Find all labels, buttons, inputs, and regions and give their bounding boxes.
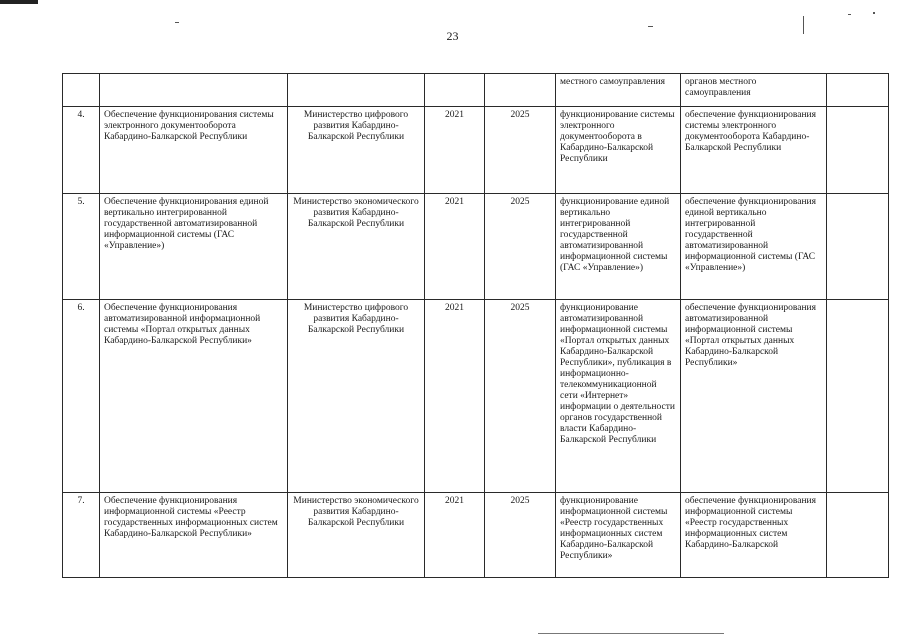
note	[827, 107, 889, 194]
start-year: 2021	[425, 493, 485, 578]
measure-title: Обеспечение функционирования информационной системы «Реестр государственных информационных систем Кабардино-Балкарской Республики»	[100, 493, 288, 578]
note	[827, 194, 889, 300]
indicator: обеспечение функционирования автоматизированной информационной системы «Портал открытых данных Кабардино-Балкарской Республики»	[681, 300, 827, 493]
note	[827, 493, 889, 578]
scan-speck	[648, 26, 653, 27]
start-year	[425, 74, 485, 107]
executor: Министерство экономического развития Кабардино-Балкарской Республики	[288, 493, 425, 578]
end-year	[485, 74, 556, 107]
start-year: 2021	[425, 194, 485, 300]
scan-speck	[175, 22, 179, 23]
table-row	[63, 74, 889, 107]
row-number: 4.	[63, 107, 100, 194]
executor	[288, 74, 425, 107]
row-number: 7.	[63, 493, 100, 578]
page-number: 23	[446, 29, 459, 43]
scan-corner-mark	[0, 0, 38, 4]
row-number: 6.	[63, 300, 100, 493]
end-year: 2025	[485, 300, 556, 493]
expected-result: функционирование информационной системы «Реестр государственных информационных систем Кабардино-Балкарской Республики»	[556, 493, 681, 578]
start-year: 2021	[425, 107, 485, 194]
plan-table	[62, 73, 889, 578]
measure-title	[100, 74, 288, 107]
scan-speck	[873, 12, 875, 14]
end-year: 2025	[485, 194, 556, 300]
end-year: 2025	[485, 107, 556, 194]
indicator: органов местного самоуправления	[681, 74, 827, 107]
executor: Министерство цифрового развития Кабардино-Балкарской Республики	[288, 300, 425, 493]
table-row	[63, 300, 889, 493]
indicator: обеспечение функционирования информационной системы «Реестр государственных информационных систем Кабардино-Балкарской	[681, 493, 827, 578]
end-year: 2025	[485, 493, 556, 578]
expected-result: функционирование единой вертикально интегрированной государственной автоматизированной информационной системы (ГАС «Управление»)	[556, 194, 681, 300]
measure-title: Обеспечение функционирования автоматизированной информационной системы «Портал открытых данных Кабардино-Балкарской Республики»	[100, 300, 288, 493]
expected-result: функционирование автоматизированной информационной системы «Портал открытых данных Кабардино-Балкарской Республики», публикация в информационно-телекоммуникационной сети «Интернет» информации о деятельности органов государственной власти Кабардино-Балкарской Республики	[556, 300, 681, 493]
expected-result: местного самоуправления	[556, 74, 681, 107]
table-row	[63, 493, 889, 578]
note	[827, 300, 889, 493]
measure-title: Обеспечение функционирования системы электронного документооборота Кабардино-Балкарской Республики	[100, 107, 288, 194]
indicator: обеспечение функционирования единой вертикально интегрированной государственной автоматизированной информационной системы (ГАС «Управление»)	[681, 194, 827, 300]
footer-rule	[538, 633, 724, 634]
scan-speck	[848, 14, 851, 15]
measure-title: Обеспечение функционирования единой вертикально интегрированной государственной автоматизированной информационной системы (ГАС «Управление»)	[100, 194, 288, 300]
expected-result: функционирование системы электронного документооборота в Кабардино-Балкарской Республики	[556, 107, 681, 194]
executor: Министерство экономического развития Кабардино-Балкарской Республики	[288, 194, 425, 300]
indicator: обеспечение функционирования системы электронного документооборота Кабардино-Балкарской Республики	[681, 107, 827, 194]
note	[827, 74, 889, 107]
executor: Министерство цифрового развития Кабардино-Балкарской Республики	[288, 107, 425, 194]
row-number	[63, 74, 100, 107]
start-year: 2021	[425, 300, 485, 493]
row-number: 5.	[63, 194, 100, 300]
table-row	[63, 194, 889, 300]
table-row	[63, 107, 889, 194]
